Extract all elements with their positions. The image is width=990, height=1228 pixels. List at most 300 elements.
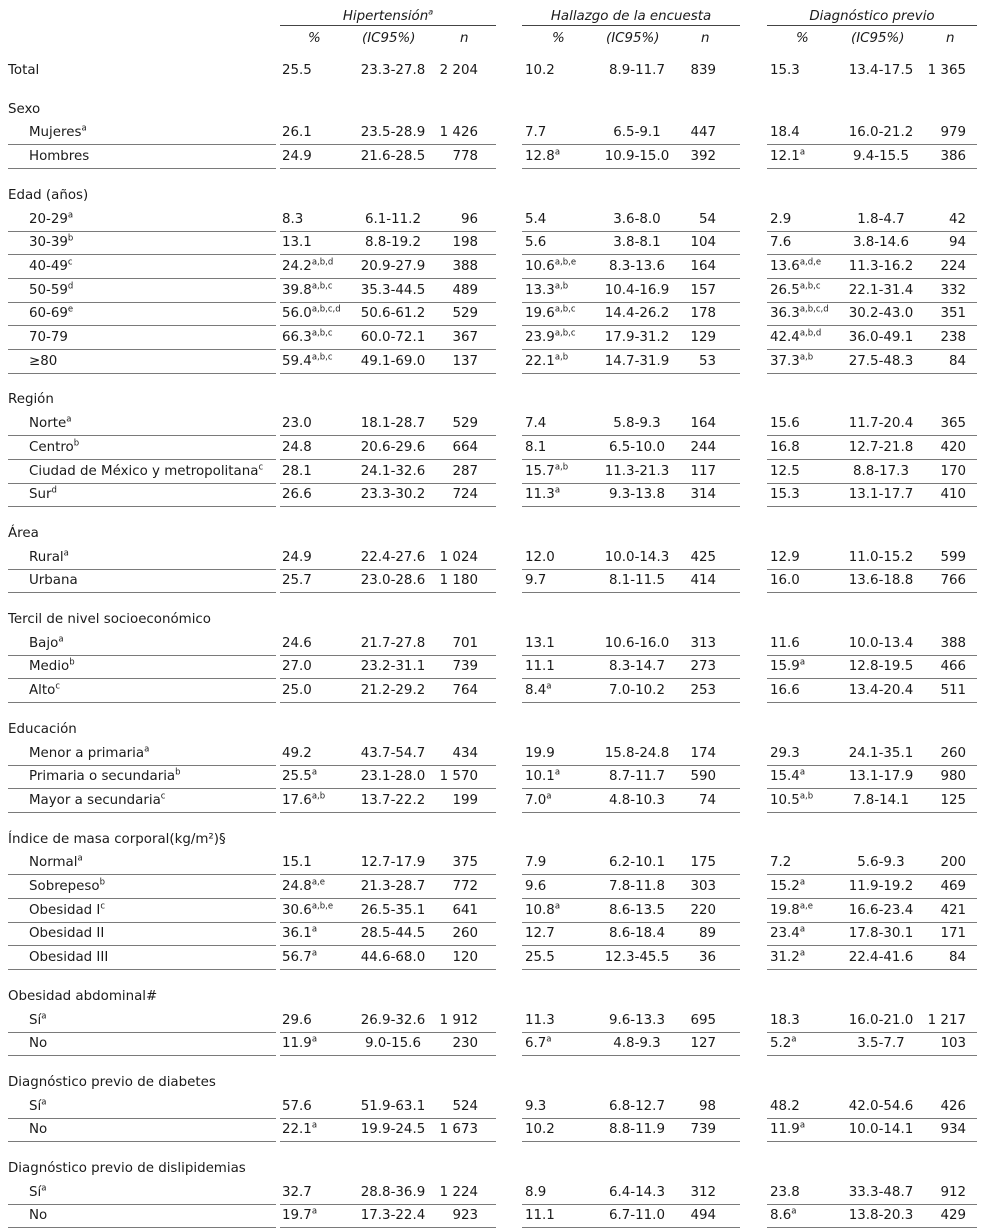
cell-n: 425 <box>690 549 716 565</box>
cell-n: 125 <box>940 792 966 808</box>
cell-n: 778 <box>452 149 478 165</box>
cell-ci: 23.3-30.2 <box>360 487 426 503</box>
row-label: Centro$^b$ <box>29 438 80 455</box>
row-divider <box>522 969 740 970</box>
cell-n: 695 <box>690 1012 716 1028</box>
cell-percent: 19.9 <box>525 745 555 761</box>
row-divider <box>280 278 496 279</box>
cell-percent: 15.9$^a$ <box>770 657 806 675</box>
cell-n: 171 <box>940 926 966 942</box>
row-divider <box>522 373 740 374</box>
cell-n: 84 <box>948 353 966 369</box>
row-divider <box>767 1141 977 1142</box>
section-title: Sexo <box>8 101 41 117</box>
cell-n: 238 <box>940 330 966 345</box>
cell-ci: 8.3-13.6 <box>609 258 665 274</box>
row-divider <box>767 812 977 813</box>
cell-n: 590 <box>690 769 716 785</box>
row-divider <box>8 702 276 703</box>
cell-percent: 12.7 <box>525 926 555 942</box>
cell-percent: 31.2$^a$ <box>770 948 806 966</box>
cell-percent: 26.1 <box>282 125 312 141</box>
cell-percent: 15.4$^a$ <box>770 767 806 785</box>
cell-percent: 57.6 <box>282 1098 312 1114</box>
cell-ci: 43.7-54.7 <box>360 745 426 761</box>
cell-ci: 5.8-9.3 <box>613 416 661 432</box>
cell-n: 739 <box>690 1122 716 1138</box>
row-divider <box>767 765 977 766</box>
cell-ci: 20.9-27.9 <box>360 258 426 274</box>
cell-ci: 7.8-14.1 <box>853 792 909 808</box>
cell-ci: 13.8-20.3 <box>848 1208 914 1224</box>
cell-n: 367 <box>452 330 478 345</box>
cell-n: 429 <box>940 1208 966 1224</box>
row-label: 20-29$^a$ <box>29 210 74 227</box>
cell-n: 494 <box>690 1208 716 1224</box>
row-divider <box>522 655 740 656</box>
row-divider <box>522 874 740 875</box>
row-divider <box>8 168 276 169</box>
cell-ci: 51.9-63.1 <box>360 1098 426 1114</box>
cell-n: 912 <box>940 1184 966 1200</box>
cell-percent: 10.6$^{a,b,e}$ <box>525 257 577 274</box>
row-divider <box>767 569 977 570</box>
cell-n: 388 <box>940 635 966 651</box>
row-divider <box>8 788 276 789</box>
cell-n: 1 426 <box>439 125 478 141</box>
section-title: Edad (años) <box>8 187 89 203</box>
row-divider <box>280 1032 496 1033</box>
row-divider <box>280 168 496 169</box>
row-divider <box>280 506 496 507</box>
cell-n: 410 <box>940 487 966 503</box>
cell-percent: 26.5$^{a,b,c}$ <box>770 281 821 298</box>
row-divider <box>8 254 276 255</box>
section-title: Obesidad abdominal# <box>8 988 158 1004</box>
cell-percent: 59.4$^{a,b,c}$ <box>282 352 333 369</box>
row-divider <box>767 592 977 593</box>
row-divider <box>767 435 977 436</box>
cell-ci: 9.6-13.3 <box>609 1012 665 1028</box>
cell-percent: 25.5 <box>525 950 555 966</box>
cell-n: 199 <box>452 792 478 808</box>
cell-percent: 11.1 <box>525 659 555 675</box>
cell-n: 314 <box>690 487 716 503</box>
cell-percent: 15.7$^{a,b}$ <box>525 462 569 479</box>
cell-ci: 12.7-21.8 <box>848 439 914 455</box>
row-label: Bajo$^a$ <box>29 634 64 651</box>
cell-percent: 8.9 <box>525 1184 547 1200</box>
subheader-n: n <box>946 31 955 46</box>
row-label: Mayor a secundaria$^c$ <box>29 791 166 808</box>
cell-percent: 24.2$^{a,b,d}$ <box>282 257 334 274</box>
cell-ci: 17.3-22.4 <box>360 1208 426 1224</box>
cell-percent: 15.3 <box>770 487 800 503</box>
row-divider <box>522 483 740 484</box>
cell-ci: 9.4-15.5 <box>853 149 909 165</box>
cell-n: 303 <box>690 879 716 894</box>
row-label: $Sí^a$ <box>29 1097 47 1114</box>
row-divider <box>522 1204 740 1205</box>
cell-percent: 12.8$^a$ <box>525 147 561 165</box>
row-divider <box>8 592 276 593</box>
row-divider <box>767 969 977 970</box>
row-divider <box>767 678 977 679</box>
cell-percent: 26.6 <box>282 487 312 503</box>
cell-n: 764 <box>452 683 478 699</box>
row-divider <box>522 506 740 507</box>
cell-ci: 4.8-9.3 <box>613 1036 661 1052</box>
cell-ci: 16.6-23.4 <box>848 902 914 918</box>
subheader-ci: (IC95%) <box>851 31 905 46</box>
cell-n: 42 <box>948 211 966 227</box>
cell-percent: 17.6$^{a,b}$ <box>282 791 326 808</box>
cell-ci: 23.2-31.1 <box>360 659 426 675</box>
row-divider <box>522 435 740 436</box>
row-divider <box>280 325 496 326</box>
cell-percent: 39.8$^{a,b,c}$ <box>282 281 333 298</box>
cell-percent: 7.6 <box>770 235 792 251</box>
row-divider <box>522 1141 740 1142</box>
row-divider <box>280 231 496 232</box>
row-divider <box>522 812 740 813</box>
cell-n: 89 <box>698 926 716 942</box>
row-divider <box>8 569 276 570</box>
row-divider <box>280 373 496 374</box>
cell-percent: 11.9$^a$ <box>282 1034 318 1052</box>
row-divider <box>767 483 977 484</box>
row-divider <box>280 765 496 766</box>
cell-n: 260 <box>940 745 966 761</box>
cell-ci: 15.8-24.8 <box>604 745 670 761</box>
cell-n: 170 <box>940 463 966 479</box>
section-title: Diagnóstico previo de diabetes <box>8 1074 216 1090</box>
cell-ci: 13.1-17.9 <box>848 769 914 785</box>
cell-n: 489 <box>452 282 478 298</box>
cell-n: 1 673 <box>439 1122 478 1138</box>
row-divider <box>8 349 276 350</box>
row-divider <box>767 231 977 232</box>
cell-ci: 6.1-11.2 <box>365 211 421 227</box>
row-divider <box>522 254 740 255</box>
cell-n: 2 204 <box>439 63 478 78</box>
row-divider <box>522 569 740 570</box>
row-divider <box>8 1204 276 1205</box>
cell-ci: 50.6-61.2 <box>360 306 426 322</box>
row-divider <box>280 1055 496 1056</box>
cell-percent: 27.0 <box>282 659 312 675</box>
cell-percent: 19.6$^{a,b,c}$ <box>525 304 576 322</box>
cell-ci: 21.2-29.2 <box>360 683 426 699</box>
cell-n: 54 <box>698 211 716 227</box>
cell-percent: 8.3 <box>282 211 304 227</box>
row-divider <box>767 144 977 145</box>
cell-percent: 48.2 <box>770 1098 800 1114</box>
row-divider <box>522 231 740 232</box>
cell-percent: 12.0 <box>525 549 555 565</box>
cell-n: 1 365 <box>927 63 966 78</box>
cell-n: 1 180 <box>439 573 478 589</box>
group-header-diagnostico: Diagnóstico previo <box>809 9 935 24</box>
cell-percent: 8.4$^a$ <box>525 681 552 699</box>
cell-n: 96 <box>460 211 478 227</box>
cell-n: 839 <box>690 63 716 78</box>
cell-n: 664 <box>452 439 478 455</box>
cell-ci: 13.4-17.5 <box>848 63 914 78</box>
cell-percent: 10.1$^a$ <box>525 767 561 785</box>
row-divider <box>8 898 276 899</box>
cell-ci: 8.7-11.7 <box>609 769 665 785</box>
cell-percent: 24.8$^{a,e}$ <box>282 877 325 894</box>
cell-n: 244 <box>690 439 716 455</box>
cell-ci: 27.5-48.3 <box>848 353 914 369</box>
cell-n: 511 <box>940 683 966 699</box>
cell-ci: 23.5-28.9 <box>360 125 426 141</box>
cell-n: 766 <box>940 573 966 589</box>
cell-n: 157 <box>690 282 716 298</box>
cell-n: 414 <box>690 573 716 589</box>
cell-ci: 17.9-31.2 <box>604 330 670 345</box>
cell-ci: 5.6-9.3 <box>857 855 905 871</box>
cell-percent: 11.1 <box>525 1208 555 1224</box>
row-divider <box>8 506 276 507</box>
row-label: 40-49$^c$ <box>29 257 73 274</box>
cell-n: 312 <box>690 1184 716 1200</box>
row-label: Alto$^c$ <box>29 681 61 699</box>
cell-percent: 6.7$^a$ <box>525 1034 552 1052</box>
cell-n: 103 <box>940 1036 966 1052</box>
cell-n: 739 <box>452 659 478 675</box>
cell-percent: 8.6$^a$ <box>770 1206 797 1224</box>
row-divider <box>522 144 740 145</box>
row-label: Sur$^d$ <box>29 485 57 503</box>
cell-n: 1 570 <box>439 769 478 785</box>
cell-percent: 16.8 <box>770 439 800 455</box>
row-divider <box>767 278 977 279</box>
cell-n: 36 <box>698 950 716 966</box>
cell-percent: 56.7$^a$ <box>282 948 318 966</box>
row-label: Mujeres$^a$ <box>29 123 87 141</box>
cell-percent: 18.4 <box>770 125 800 141</box>
cell-percent: 10.5$^{a,b}$ <box>770 791 814 808</box>
cell-n: 599 <box>940 549 966 565</box>
row-divider <box>8 302 276 303</box>
group-underline <box>280 25 496 26</box>
cell-ci: 3.8-14.6 <box>853 235 909 251</box>
row-divider <box>522 765 740 766</box>
row-divider <box>280 969 496 970</box>
cell-percent: 29.6 <box>282 1012 312 1028</box>
cell-n: 260 <box>452 926 478 942</box>
cell-n: 701 <box>452 635 478 651</box>
row-divider <box>280 483 496 484</box>
row-divider <box>767 874 977 875</box>
cell-percent: 11.3$^a$ <box>525 485 561 503</box>
cell-ci: 6.2-10.1 <box>609 855 665 871</box>
cell-n: 137 <box>452 353 478 369</box>
row-divider <box>767 1032 977 1033</box>
row-divider <box>767 898 977 899</box>
cell-ci: 8.8-17.3 <box>853 463 909 479</box>
row-divider <box>8 483 276 484</box>
row-label: 60-69e <box>29 304 74 322</box>
row-divider <box>522 702 740 703</box>
cell-n: 104 <box>690 235 716 251</box>
cell-percent: 10.8$^a$ <box>525 901 561 918</box>
cell-n: 164 <box>690 258 716 274</box>
row-label: Obesidad $I^c$ <box>29 901 106 918</box>
cell-ci: 21.7-27.8 <box>360 635 426 651</box>
cell-n: 1 024 <box>439 549 478 565</box>
cell-ci: 7.8-11.8 <box>609 879 665 894</box>
cell-percent: 24.6 <box>282 635 312 651</box>
cell-n: 174 <box>690 745 716 761</box>
row-divider <box>522 278 740 279</box>
section-title: Diagnóstico previo de dislipidemias <box>8 1161 246 1176</box>
row-label: Rural$^a$ <box>29 548 69 565</box>
row-divider <box>280 254 496 255</box>
row-divider <box>767 302 977 303</box>
row-label: Hombres <box>29 149 90 165</box>
row-divider <box>522 592 740 593</box>
cell-n: 772 <box>452 879 478 894</box>
row-divider <box>280 349 496 350</box>
cell-ci: 30.2-43.0 <box>848 306 914 322</box>
cell-ci: 16.0-21.2 <box>848 125 914 141</box>
cell-percent: 24.9 <box>282 149 312 165</box>
row-label: $Sí^a$ <box>29 1183 47 1200</box>
row-divider <box>767 373 977 374</box>
section-title: Región <box>8 392 54 408</box>
section-title: Índice de masa corporal(kg/m²)§ <box>8 831 226 847</box>
row-divider <box>767 1055 977 1056</box>
cell-percent: 12.1$^a$ <box>770 147 806 165</box>
row-divider <box>280 702 496 703</box>
row-divider <box>280 678 496 679</box>
cell-n: 980 <box>940 769 966 785</box>
cell-n: 273 <box>690 659 716 675</box>
row-divider <box>280 922 496 923</box>
row-label: Obesidad II <box>29 926 105 942</box>
row-divider <box>280 569 496 570</box>
cell-ci: 13.1-17.7 <box>848 487 914 503</box>
cell-ci: 23.3-27.8 <box>360 63 426 78</box>
row-divider <box>8 922 276 923</box>
cell-ci: 11.0-15.2 <box>848 549 914 565</box>
cell-ci: 10.4-16.9 <box>604 282 670 298</box>
cell-ci: 28.8-36.9 <box>360 1184 426 1200</box>
cell-percent: 13.3$^{a,b}$ <box>525 281 569 298</box>
row-divider <box>280 1141 496 1142</box>
row-divider <box>522 898 740 899</box>
subheader-percent: % <box>796 31 809 46</box>
cell-n: 253 <box>690 683 716 699</box>
cell-ci: 24.1-35.1 <box>848 745 914 761</box>
row-divider <box>767 702 977 703</box>
cell-percent: 19.8$^{a,e}$ <box>770 901 813 918</box>
cell-ci: 24.1-32.6 <box>360 463 426 479</box>
row-label: No <box>29 1122 48 1138</box>
row-divider <box>8 1055 276 1056</box>
row-divider <box>8 874 276 875</box>
cell-percent: 13.6$^{a,d,e}$ <box>770 257 822 274</box>
cell-ci: 11.3-21.3 <box>604 463 670 479</box>
cell-ci: 6.7-11.0 <box>609 1208 665 1224</box>
cell-ci: 8.9-11.7 <box>609 63 665 78</box>
row-divider <box>767 168 977 169</box>
cell-n: 313 <box>690 635 716 651</box>
cell-percent: 42.4$^{a,b,d}$ <box>770 328 822 345</box>
cell-n: 641 <box>452 902 478 918</box>
cell-n: 164 <box>690 416 716 432</box>
row-divider <box>280 655 496 656</box>
row-divider <box>8 459 276 460</box>
row-label: ≥80 <box>29 353 58 369</box>
row-label: Obesidad III <box>29 950 109 966</box>
cell-percent: 28.1 <box>282 463 312 479</box>
cell-percent: 15.2$^a$ <box>770 877 806 894</box>
group-underline <box>767 25 977 26</box>
row-divider <box>8 678 276 679</box>
cell-ci: 8.8-19.2 <box>365 235 421 251</box>
cell-n: 224 <box>940 258 966 274</box>
cell-n: 94 <box>948 235 966 251</box>
cell-n: 420 <box>940 439 966 455</box>
subheader-percent: % <box>308 31 321 46</box>
cell-n: 365 <box>940 416 966 432</box>
cell-ci: 1.8-4.7 <box>857 211 905 227</box>
cell-percent: 23.8 <box>770 1184 800 1200</box>
cell-ci: 12.8-19.5 <box>848 659 914 675</box>
cell-n: 979 <box>940 125 966 141</box>
cell-percent: 23.9$^{a,b,c}$ <box>525 328 576 345</box>
cell-percent: 10.2 <box>525 1122 555 1138</box>
subheader-ci: (IC95%) <box>606 31 660 46</box>
row-label: Norte$^a$ <box>29 414 72 432</box>
cell-percent: 12.9 <box>770 549 800 565</box>
row-divider <box>8 144 276 145</box>
row-divider <box>767 325 977 326</box>
cell-percent: 12.5 <box>770 463 800 479</box>
cell-ci: 28.5-44.5 <box>360 926 426 942</box>
cell-percent: 36.1$^a$ <box>282 924 318 942</box>
row-label: Ciudad de México y metropolitana$^c$ <box>29 462 264 479</box>
cell-n: 375 <box>452 855 478 871</box>
cell-n: 529 <box>452 416 478 432</box>
cell-percent: 25.5$^a$ <box>282 767 318 785</box>
cell-ci: 6.5-10.0 <box>609 439 665 455</box>
cell-ci: 22.1-31.4 <box>848 282 914 298</box>
row-divider <box>280 1204 496 1205</box>
row-divider <box>280 945 496 946</box>
subheader-ci: (IC95%) <box>362 31 416 46</box>
row-label: 50-59$^d$ <box>29 281 74 298</box>
cell-ci: 19.9-24.5 <box>360 1122 426 1138</box>
cell-n: 287 <box>452 463 478 479</box>
cell-percent: 5.4 <box>525 211 547 227</box>
cell-ci: 4.8-10.3 <box>609 792 665 808</box>
row-divider <box>280 144 496 145</box>
cell-n: 198 <box>452 235 478 251</box>
row-divider <box>8 969 276 970</box>
cell-ci: 11.7-20.4 <box>848 416 914 432</box>
cell-percent: 7.0$^a$ <box>525 791 552 808</box>
row-label: Sobrepeso$^b$ <box>29 877 105 894</box>
row-divider <box>767 655 977 656</box>
cell-ci: 14.4-26.2 <box>604 306 670 322</box>
cell-n: 332 <box>940 282 966 298</box>
cell-percent: 15.3 <box>770 63 800 78</box>
